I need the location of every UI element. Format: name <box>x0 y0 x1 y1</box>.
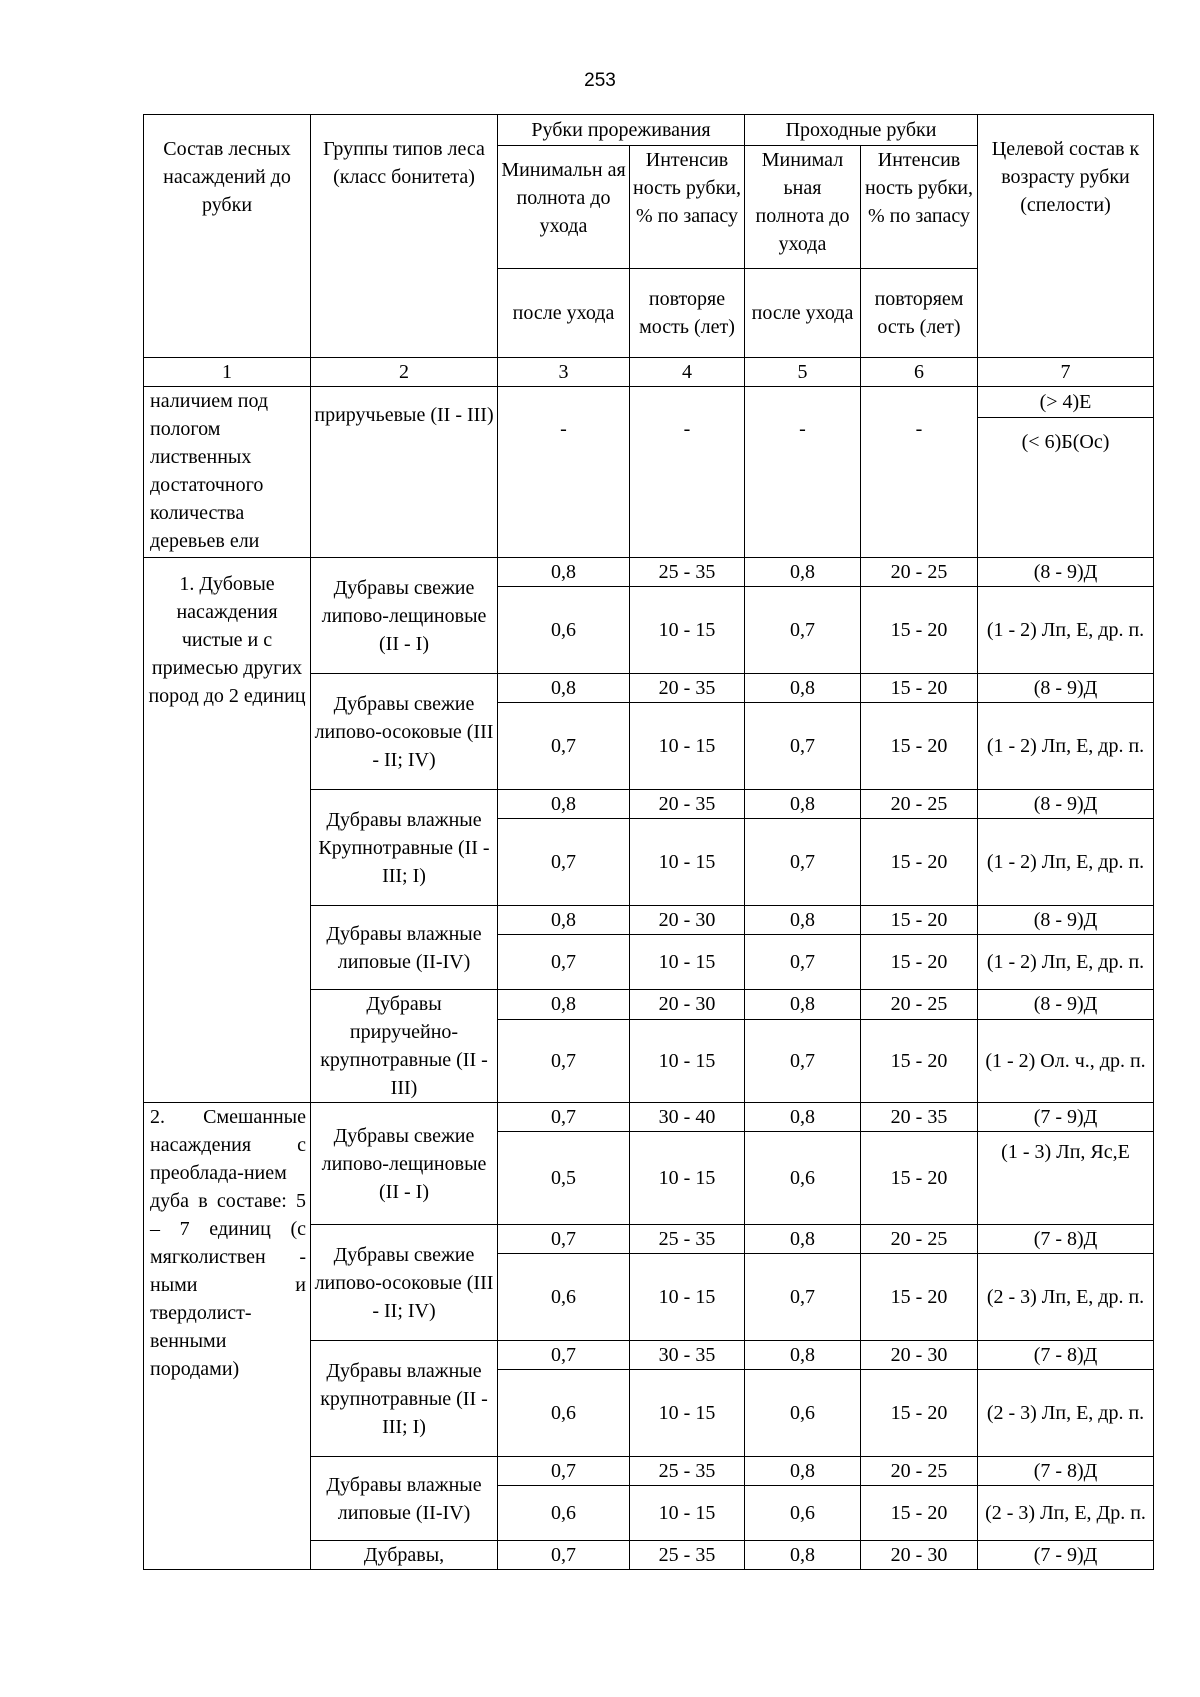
header-repeat-passage: повторяем ость (лет) <box>861 269 978 358</box>
data-cell: 10 - 15 <box>630 1486 745 1541</box>
target-cell: (8 - 9)Д <box>978 906 1154 935</box>
forest-type-cell: Дубравы свежие липово-осоковые (III - II; IV) <box>311 674 498 790</box>
data-cell: 0,7 <box>745 587 861 674</box>
target-cell: (1 - 2) Лп, Е, др. п. <box>978 703 1154 790</box>
data-cell: 0,6 <box>745 1486 861 1541</box>
data-cell: 0,7 <box>745 1019 861 1102</box>
forest-type-cell: Дубравы приручейно-крупнотравные (II - III) <box>311 990 498 1103</box>
forest-type-cell: Дубравы влажные липовые (II-IV) <box>311 906 498 990</box>
forest-type-cell: Дубравы влажные липовые (II-IV) <box>311 1457 498 1541</box>
target-cell: (8 - 9)Д <box>978 990 1154 1020</box>
forest-type-cell: Дубравы свежие липово-лещиновые (II - I) <box>311 558 498 674</box>
data-cell: 15 - 20 <box>861 703 978 790</box>
data-cell: 0,8 <box>745 790 861 819</box>
target-cell: (2 - 3) Лп, Е, Др. п. <box>978 1486 1154 1541</box>
header-after-care-thinning: после ухода <box>498 269 630 358</box>
data-cell: 25 - 35 <box>630 558 745 587</box>
data-cell: 0,7 <box>498 1457 630 1486</box>
data-cell: 20 - 25 <box>861 790 978 819</box>
data-cell: 0,8 <box>745 1225 861 1254</box>
data-cell: 20 - 25 <box>861 1457 978 1486</box>
data-cell: 15 - 20 <box>861 906 978 935</box>
target-cell: (8 - 9)Д <box>978 790 1154 819</box>
target-cell: (2 - 3) Лп, Е, др. п. <box>978 1370 1154 1457</box>
data-cell: 10 - 15 <box>630 1370 745 1457</box>
data-cell: 0,6 <box>498 1370 630 1457</box>
header-thinning: Рубки прореживания <box>498 115 745 146</box>
data-cell: - <box>861 387 978 558</box>
data-cell: 15 - 20 <box>861 819 978 906</box>
forest-type-cell: Дубравы свежие липово-осоковые (III - II; IV) <box>311 1225 498 1341</box>
data-cell: 0,8 <box>498 906 630 935</box>
target-cell: (1 - 2) Лп, Е, др. п. <box>978 819 1154 906</box>
data-cell: 30 - 40 <box>630 1103 745 1132</box>
data-cell: 10 - 15 <box>630 1019 745 1102</box>
forest-type-cell: Дубравы, <box>311 1541 498 1570</box>
data-cell: 20 - 30 <box>861 1541 978 1570</box>
data-cell: 0,7 <box>498 703 630 790</box>
data-cell: 20 - 35 <box>630 674 745 703</box>
target-cell: (1 - 2) Лп, Е, др. п. <box>978 935 1154 990</box>
data-cell: 0,8 <box>498 790 630 819</box>
header-intensity-passage: Интенсив ность рубки, % по запасу <box>861 146 978 269</box>
target-cell: (1 - 2) Лп, Е, др. п. <box>978 587 1154 674</box>
data-cell: 25 - 35 <box>630 1225 745 1254</box>
target-cell: (7 - 8)Д <box>978 1341 1154 1370</box>
data-cell: 30 - 35 <box>630 1341 745 1370</box>
target-cell: (7 - 8)Д <box>978 1457 1154 1486</box>
data-cell: 10 - 15 <box>630 819 745 906</box>
data-cell: 0,7 <box>498 1341 630 1370</box>
data-cell: 10 - 15 <box>630 587 745 674</box>
data-cell: 0,8 <box>745 990 861 1020</box>
data-cell: 0,6 <box>498 1254 630 1341</box>
data-cell: 0,7 <box>745 935 861 990</box>
data-cell: 0,8 <box>745 1457 861 1486</box>
data-cell: 0,7 <box>498 1225 630 1254</box>
data-cell: 10 - 15 <box>630 1254 745 1341</box>
column-number: 3 <box>498 358 630 387</box>
data-cell: 15 - 20 <box>861 587 978 674</box>
data-cell: - <box>745 387 861 558</box>
data-cell: 15 - 20 <box>861 935 978 990</box>
data-cell: 20 - 30 <box>630 906 745 935</box>
data-cell: 0,7 <box>745 703 861 790</box>
data-cell: 25 - 35 <box>630 1457 745 1486</box>
data-cell: 0,7 <box>745 819 861 906</box>
target-cell: (< 6)Б(Ос) <box>978 418 1154 558</box>
data-cell: 20 - 35 <box>630 790 745 819</box>
header-intensity-thinning: Интенсив ность рубки, % по запасу <box>630 146 745 269</box>
data-cell: 0,8 <box>745 1341 861 1370</box>
data-cell: 0,5 <box>498 1132 630 1225</box>
data-cell: 0,8 <box>745 1103 861 1132</box>
data-cell: 0,7 <box>498 935 630 990</box>
header-after-care-passage: после ухода <box>745 269 861 358</box>
data-cell: 0,7 <box>498 1019 630 1102</box>
data-cell: 20 - 35 <box>861 1103 978 1132</box>
column-number: 5 <box>745 358 861 387</box>
data-cell: 0,8 <box>745 674 861 703</box>
target-cell: (8 - 9)Д <box>978 674 1154 703</box>
target-cell: (7 - 9)Д <box>978 1103 1154 1132</box>
data-cell: 15 - 20 <box>861 1132 978 1225</box>
target-cell: (7 - 9)Д <box>978 1541 1154 1570</box>
header-passage-cutting: Проходные рубки <box>745 115 978 146</box>
forest-type-cell: приручьевые (II - III) <box>311 387 498 558</box>
data-cell: 15 - 20 <box>861 674 978 703</box>
composition-cell: 2. Смешанные насаждения с преоблада-нием дуба в составе: 5 – 7 единиц (с мягколиствен - ными и твердолист-венными породами) <box>144 1103 311 1570</box>
data-cell: 0,8 <box>745 1541 861 1570</box>
header-min-density-passage: Минимал ьная полнота до ухода <box>745 146 861 269</box>
data-cell: 0,8 <box>745 558 861 587</box>
data-cell: 0,8 <box>498 558 630 587</box>
column-number: 7 <box>978 358 1154 387</box>
column-number: 1 <box>144 358 311 387</box>
column-number: 6 <box>861 358 978 387</box>
header-min-density-thinning: Минимальн ая полнота до ухода <box>498 146 630 269</box>
data-cell: 0,8 <box>498 990 630 1020</box>
data-cell: 0,6 <box>498 587 630 674</box>
forest-type-cell: Дубравы свежие липово-лещиновые (II - I) <box>311 1103 498 1225</box>
data-cell: 15 - 20 <box>861 1019 978 1102</box>
data-cell: 0,6 <box>745 1370 861 1457</box>
data-cell: 15 - 20 <box>861 1486 978 1541</box>
data-cell: 20 - 25 <box>861 558 978 587</box>
data-cell: 25 - 35 <box>630 1541 745 1570</box>
header-forest-type: Группы типов леса (класс бонитета) <box>311 115 498 358</box>
target-cell: (2 - 3) Лп, Е, др. п. <box>978 1254 1154 1341</box>
data-cell: 10 - 15 <box>630 935 745 990</box>
data-cell: 0,8 <box>745 906 861 935</box>
target-cell: (7 - 8)Д <box>978 1225 1154 1254</box>
data-cell: 20 - 25 <box>861 990 978 1020</box>
data-cell: 10 - 15 <box>630 1132 745 1225</box>
data-cell: - <box>498 387 630 558</box>
header-repeat-thinning: повторяе мость (лет) <box>630 269 745 358</box>
forest-type-cell: Дубравы влажные крупнотравные (II -III; I) <box>311 1341 498 1457</box>
data-cell: 0,6 <box>745 1132 861 1225</box>
column-number: 4 <box>630 358 745 387</box>
silviculture-table <box>143 114 1154 1570</box>
data-cell: 0,7 <box>498 819 630 906</box>
data-cell: 0,8 <box>498 674 630 703</box>
header-target-composition: Целевой состав к возрасту рубки (спелости) <box>978 115 1154 358</box>
data-cell: 15 - 20 <box>861 1370 978 1457</box>
data-cell: 15 - 20 <box>861 1254 978 1341</box>
data-cell: 0,7 <box>745 1254 861 1341</box>
composition-cell: наличием под пологом лиственных достаточного количества деревьев ели <box>144 387 311 558</box>
column-number: 2 <box>311 358 498 387</box>
target-cell: (1 - 3) Лп, Яс,Е <box>978 1132 1154 1225</box>
target-cell: (8 - 9)Д <box>978 558 1154 587</box>
target-cell: (1 - 2) Ол. ч., др. п. <box>978 1019 1154 1102</box>
forest-type-cell: Дубравы влажные Крупнотравные (II -III; I) <box>311 790 498 906</box>
target-cell: (> 4)Е <box>978 387 1154 418</box>
data-cell: 0,6 <box>498 1486 630 1541</box>
data-cell: 20 - 25 <box>861 1225 978 1254</box>
header-composition: Состав лесных насаждений до рубки <box>144 115 311 358</box>
data-cell: 20 - 30 <box>630 990 745 1020</box>
data-cell: - <box>630 387 745 558</box>
composition-cell: 1. Дубовые насаждения чистые и с примесью других пород до 2 единиц <box>144 558 311 1103</box>
data-cell: 10 - 15 <box>630 703 745 790</box>
data-cell: 20 - 30 <box>861 1341 978 1370</box>
page-number: 253 <box>584 70 616 91</box>
data-cell: 0,7 <box>498 1541 630 1570</box>
data-cell: 0,7 <box>498 1103 630 1132</box>
